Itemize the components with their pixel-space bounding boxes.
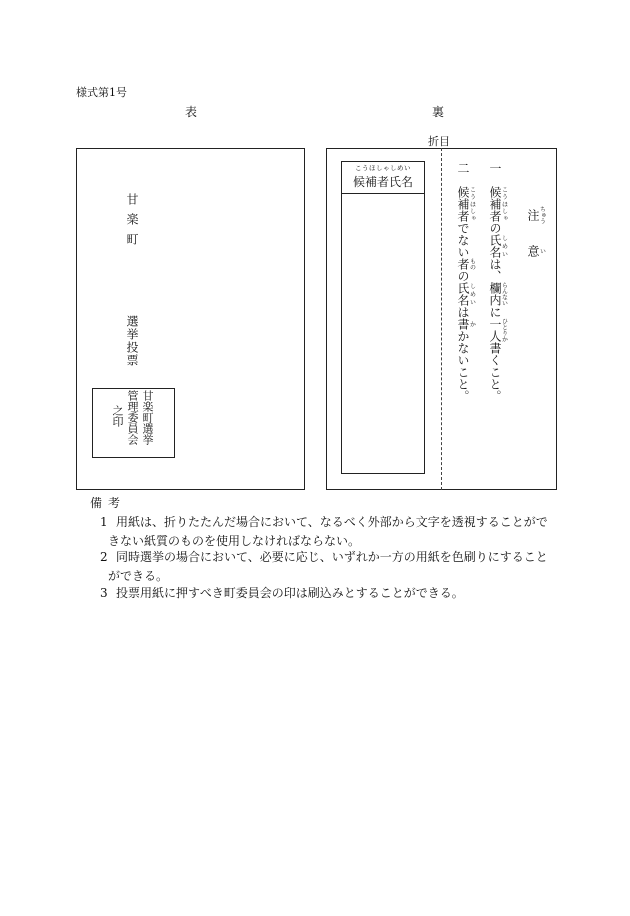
remarks-title: 備考	[90, 496, 127, 510]
remark-item	[100, 513, 560, 553]
notice-item-1: 一 候補者こうほしゃの氏名しめいは、欄内らんないに一人ひとりか書くこと。	[488, 162, 508, 402]
remark-number: 2	[100, 550, 108, 564]
back-side-label: 裏	[432, 105, 445, 119]
remark-item	[100, 548, 560, 588]
remark-text-continued: ができる。	[108, 569, 169, 583]
town-name: 甘楽町	[125, 193, 139, 253]
stamp-text-line1: 甘楽町選挙	[141, 390, 154, 445]
remark-number: 3	[100, 586, 108, 600]
front-side-label: 表	[185, 105, 198, 119]
fold-line	[441, 148, 442, 490]
remark-number: 1	[100, 515, 108, 529]
remark-text-continued: きない紙質のものを使用しなければならない。	[108, 534, 361, 548]
remark-text: 用紙は、折りたたんだ場合において、なるべく外部から文字を透視することがで	[116, 515, 548, 529]
remark-item	[100, 584, 560, 604]
fold-line-label: 折目	[428, 135, 450, 148]
notice-item-2: 二 候補者こうほしゃでない者ものの氏名しめいは書かかないこと。	[456, 162, 476, 402]
form-number: 様式第1号	[76, 86, 127, 99]
remark-text: 同時選挙の場合において、必要に応じ、いずれか一方の用紙を色刷りにすること	[116, 550, 548, 564]
candidate-name-ruby: こうほしゃしめい	[355, 164, 411, 172]
remark-text: 投票用紙に押すべき町委員会の印は刷込みとすることができる。	[116, 586, 464, 600]
notice-title: 注ちゅう 意い	[526, 206, 546, 257]
candidate-name-field[interactable]	[341, 161, 425, 474]
candidate-name-label: 候補者氏名	[352, 175, 413, 189]
stamp-text-line3: 之印	[111, 405, 124, 427]
ballot-title: 選挙投票	[125, 315, 139, 367]
stamp-text-line2: 管理委員会	[126, 390, 139, 445]
